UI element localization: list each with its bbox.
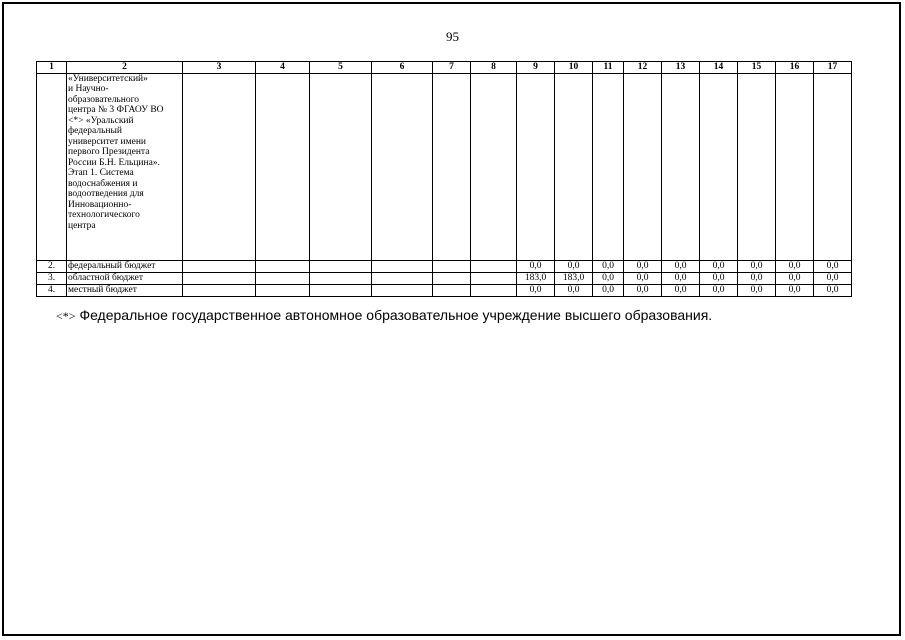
table-row-description bbox=[37, 73, 852, 260]
table-cell bbox=[310, 260, 372, 272]
table-cell: 0,0 bbox=[624, 260, 662, 272]
table-cell bbox=[814, 73, 852, 260]
column-header: 5 bbox=[310, 62, 372, 74]
column-header: 17 bbox=[814, 62, 852, 74]
table-row bbox=[37, 284, 852, 296]
table-cell bbox=[372, 73, 433, 260]
column-header: 2 bbox=[67, 62, 183, 74]
table-cell bbox=[700, 73, 738, 260]
table-cell: 0,0 bbox=[776, 272, 814, 284]
footnote-text: Федеральное государственное автономное образовательное учреждение высшего образования. bbox=[79, 307, 713, 323]
table-cell bbox=[738, 73, 776, 260]
row-label: областной бюджет bbox=[67, 272, 183, 284]
footnote bbox=[56, 307, 712, 324]
table-cell bbox=[471, 73, 517, 260]
table-cell bbox=[183, 272, 256, 284]
table-cell: 183,0 bbox=[555, 272, 593, 284]
table-cell bbox=[433, 272, 471, 284]
column-header: 6 bbox=[372, 62, 433, 74]
column-header: 7 bbox=[433, 62, 471, 74]
table-cell bbox=[256, 73, 310, 260]
column-header: 16 bbox=[776, 62, 814, 74]
table-header-row bbox=[37, 62, 852, 74]
table-cell: 0,0 bbox=[814, 272, 852, 284]
row-label: федеральный бюджет bbox=[67, 260, 183, 272]
table-cell bbox=[37, 73, 67, 260]
column-header: 1 bbox=[37, 62, 67, 74]
row-number: 4. bbox=[37, 284, 67, 296]
table-cell bbox=[433, 73, 471, 260]
table-cell: 183,0 bbox=[517, 272, 555, 284]
table-cell bbox=[256, 260, 310, 272]
column-header: 10 bbox=[555, 62, 593, 74]
table-cell bbox=[471, 272, 517, 284]
table-cell bbox=[310, 272, 372, 284]
table-cell bbox=[372, 284, 433, 296]
table-cell bbox=[433, 284, 471, 296]
column-header: 8 bbox=[471, 62, 517, 74]
table-cell bbox=[776, 73, 814, 260]
table-cell bbox=[310, 73, 372, 260]
table-cell: 0,0 bbox=[624, 272, 662, 284]
column-header: 12 bbox=[624, 62, 662, 74]
table-cell bbox=[256, 284, 310, 296]
table-cell: 0,0 bbox=[776, 260, 814, 272]
table-row bbox=[37, 260, 852, 272]
column-header: 14 bbox=[700, 62, 738, 74]
table-cell bbox=[471, 260, 517, 272]
column-header: 11 bbox=[593, 62, 624, 74]
table-cell: 0,0 bbox=[662, 284, 700, 296]
row-number: 3. bbox=[37, 272, 67, 284]
table-cell bbox=[372, 272, 433, 284]
table-cell: 0,0 bbox=[593, 284, 624, 296]
table-cell: 0,0 bbox=[738, 260, 776, 272]
table-cell bbox=[555, 73, 593, 260]
table-row bbox=[37, 272, 852, 284]
table-cell: 0,0 bbox=[517, 260, 555, 272]
table-cell bbox=[183, 284, 256, 296]
table-cell: 0,0 bbox=[738, 284, 776, 296]
table-cell bbox=[662, 73, 700, 260]
row-label: местный бюджет bbox=[67, 284, 183, 296]
table-cell bbox=[624, 73, 662, 260]
table-cell bbox=[256, 272, 310, 284]
table-cell: 0,0 bbox=[662, 272, 700, 284]
table-cell bbox=[183, 260, 256, 272]
table-cell: 0,0 bbox=[517, 284, 555, 296]
budget-table bbox=[36, 61, 852, 297]
column-header: 13 bbox=[662, 62, 700, 74]
footnote-mark: <*> bbox=[56, 309, 76, 323]
table-cell: 0,0 bbox=[593, 272, 624, 284]
table-cell: 0,0 bbox=[776, 284, 814, 296]
column-header: 3 bbox=[183, 62, 256, 74]
table-cell: 0,0 bbox=[555, 260, 593, 272]
table-cell: 0,0 bbox=[700, 284, 738, 296]
table-cell: 0,0 bbox=[662, 260, 700, 272]
row-number: 2. bbox=[37, 260, 67, 272]
table-cell bbox=[471, 284, 517, 296]
project-description: «Университетский» и Научно- образовательного центра № 3 ФГАОУ ВО <*> «Уральский федеральный университет имени первого Президента России Б.Н. Ельцина». Этап 1. Система водоснабжения и водоотведения для Инновационно- технологического центра bbox=[67, 73, 183, 260]
table-cell: 0,0 bbox=[814, 284, 852, 296]
table-cell bbox=[372, 260, 433, 272]
column-header: 15 bbox=[738, 62, 776, 74]
column-header: 4 bbox=[256, 62, 310, 74]
table-cell: 0,0 bbox=[555, 284, 593, 296]
table-cell bbox=[517, 73, 555, 260]
table-cell bbox=[183, 73, 256, 260]
table-cell: 0,0 bbox=[593, 260, 624, 272]
column-header: 9 bbox=[517, 62, 555, 74]
table-cell bbox=[310, 284, 372, 296]
table-cell: 0,0 bbox=[814, 260, 852, 272]
table-cell: 0,0 bbox=[738, 272, 776, 284]
table-cell: 0,0 bbox=[700, 272, 738, 284]
table-cell bbox=[433, 260, 471, 272]
table-cell: 0,0 bbox=[700, 260, 738, 272]
table-cell: 0,0 bbox=[624, 284, 662, 296]
page-number: 95 bbox=[446, 29, 459, 44]
table-cell bbox=[593, 73, 624, 260]
